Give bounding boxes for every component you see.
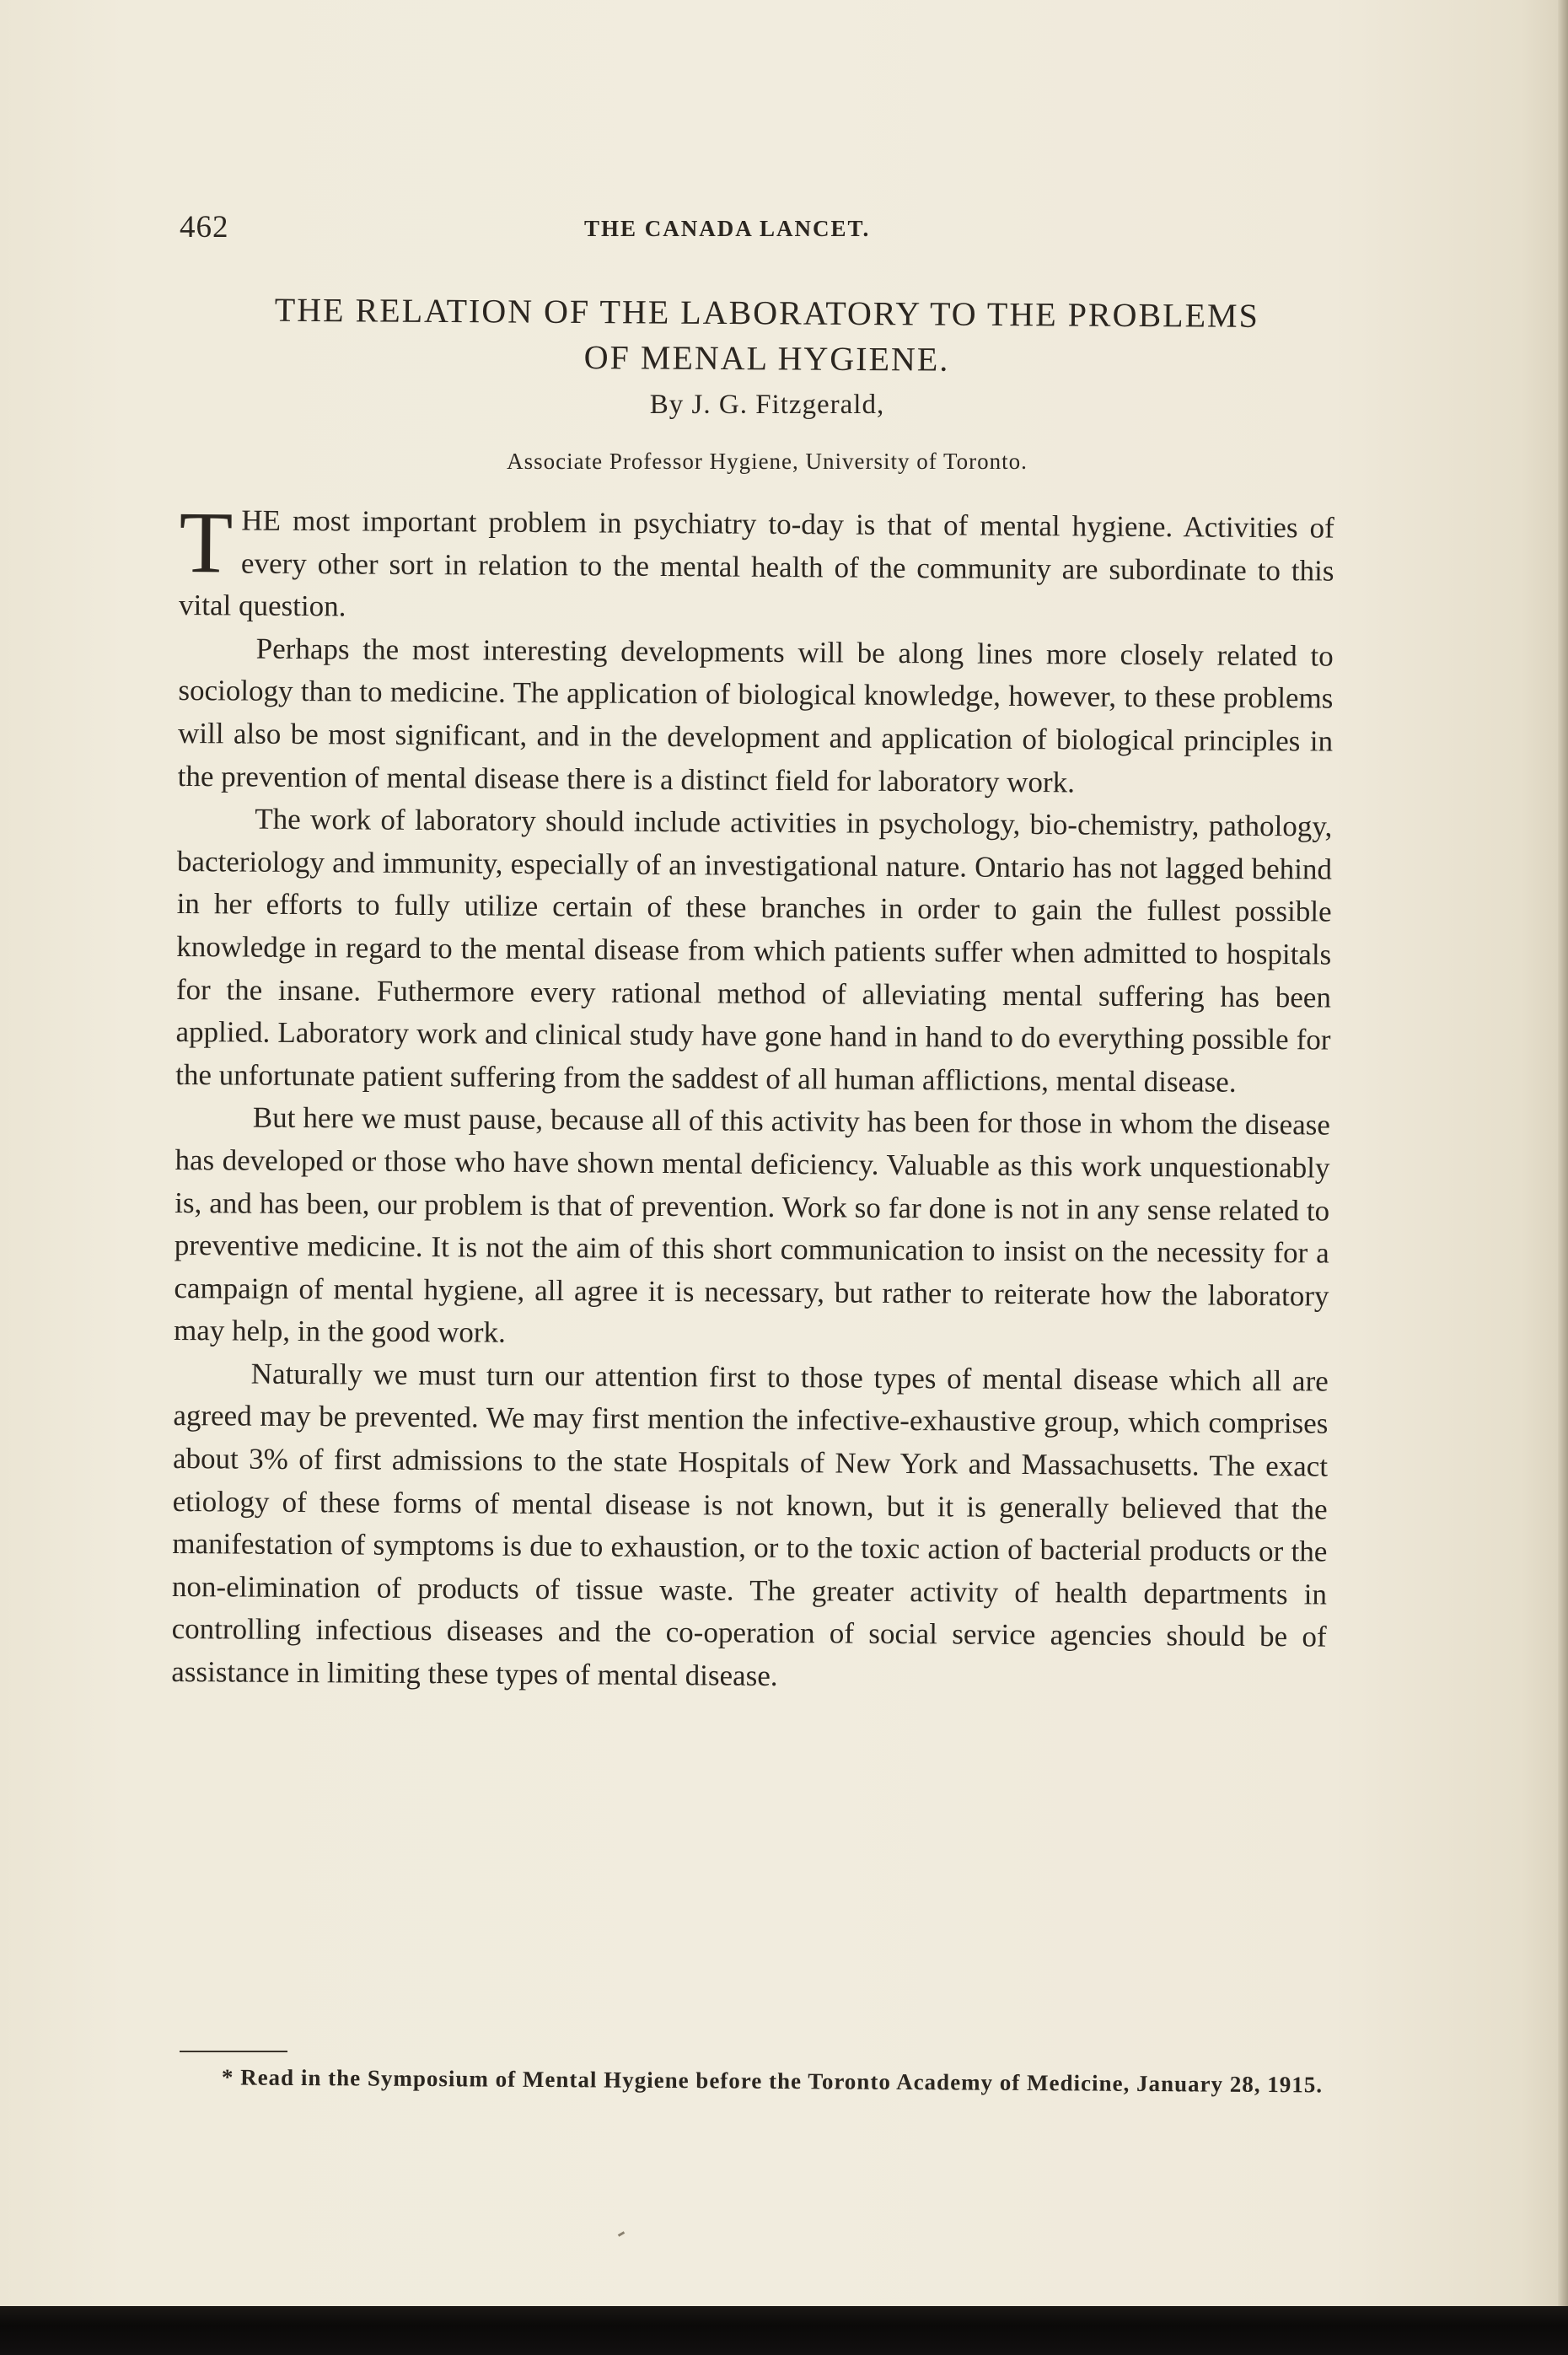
paragraph-1 (178, 494, 1334, 635)
footnote: * Read in the Symposium of Mental Hygiene before the Toronto Academy of Medicine, January 28, 1915. (221, 2064, 1324, 2098)
paragraph-3: The work of laboratory should include activities in psychology, bio-chemistry, pathology, bacteriology and immunity, especially of an investigational nature. Ontario has not lagged behind in her efforts to fully utilize certain of these branches in order to gain the fullest possible knowledge in regard to the mental disease from which patients suffer when admitted to hospitals for the insane. Futhermore every rational method of alleviating mental suffering has been applied. Laboratory work and clinical study have gone hand in hand to do everything possible for the unfortunate patient suffering from the saddest of all human afflictions, mental disease. (175, 802, 1333, 1099)
drop-cap: T (179, 494, 234, 592)
author-name: J. G. Fitzgerald, (691, 390, 885, 420)
byline-prefix: By (649, 390, 685, 420)
paragraph-5: Naturally we must turn our attention first to those types of mental disease which all are agreed may be prevented. We may first mention the infective-exhaustive group, which comprises about 3% of first admissions to the state Hospitals of New York and Massachusetts. The exact etiology of these forms of mental disease is not known, but it is generally believed that the manifestation of symptoms is due to exhaustion, or to the toxic action of bacterial products or the non-elimination of products of tissue waste. The greater activity of health departments in controlling infectious diseases and the co-operation of social service agencies should be of assistance in limiting these types of mental disease. (171, 1357, 1329, 1693)
article-title-line-2: OF MENAL HYGIENE. (583, 338, 950, 379)
page-number: 462 (180, 210, 229, 245)
footnote-divider (180, 2051, 287, 2052)
article-title-line-1: THE RELATION OF THE LABORATORY TO THE PROBLEMS (274, 290, 1259, 335)
article-title (168, 287, 1366, 385)
page-header (180, 209, 1343, 251)
paragraph-4: But here we must pause, because all of this activity has been for those in whom the disease has developed or those who have shown mental deficiency. Valuable as this work unquestionably is, and has been, our problem is that of prevention. Work so far done is not in any sense related to preventive medicine. It is not the aim of this short communication to insist on the necessity for a campaign of mental hygiene, all agree it is necessary, but rather to reiterate how the laboratory may help, in the good work. (173, 1100, 1330, 1350)
author-affiliation: Associate Professor Hygiene, University of Toronto. (507, 449, 1028, 474)
page-edge-shadow (1558, 0, 1568, 2306)
running-head: THE CANADA LANCET. (584, 216, 871, 241)
byline (169, 390, 1366, 421)
paragraph-1-text: HE most important problem in psychiatry to-day is that of mental hygiene. Activities of every other sort in relation to the mental health of the community are subordinate to this vital question. (178, 503, 1334, 623)
scan-bottom-border (0, 2306, 1568, 2355)
paragraph-2: Perhaps the most interesting developments will be along lines more closely related to sociology than to medicine. The application of biological knowledge, however, to these problems will also be most significant, and in the development and application of biological principles in the prevention of mental disease there is a distinct field for laboratory work. (177, 632, 1334, 798)
paper-speck (618, 2231, 625, 2237)
article-body (171, 494, 1334, 1702)
